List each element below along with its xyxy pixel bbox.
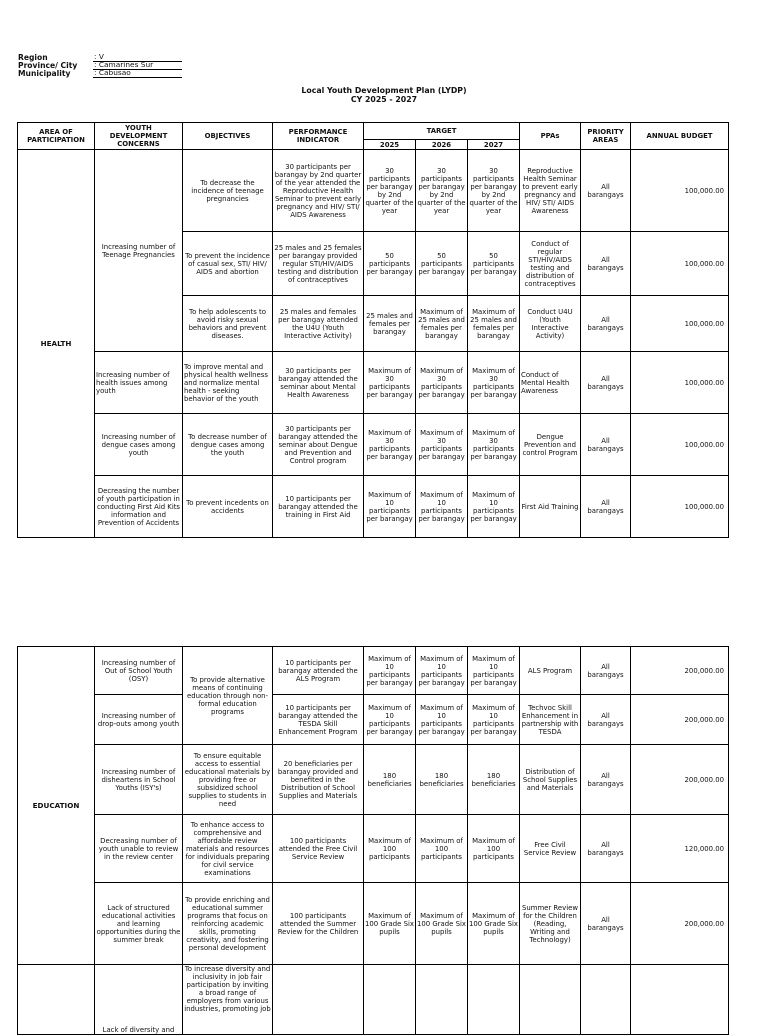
target-2026-cell: Maximum of 30 participants per barangay: [416, 414, 468, 476]
target-2025-cell: Maximum of 30 participants per barangay: [364, 414, 416, 476]
budget-cell: 100,000.00: [631, 476, 729, 538]
col-2026-header: 2026: [416, 140, 468, 150]
ppa-cell: Techvoc Skill Enhancement in partnership with TESDA: [520, 695, 581, 745]
indicator-cell: [273, 965, 364, 1035]
ppa-cell: Conduct of regular STI/HIV/AIDS testing and distribution of contraceptives: [520, 232, 581, 296]
budget-cell: 200,000.00: [631, 883, 729, 965]
objective-cell: To enhance access to comprehensive and affordable review materials and resources for individuals preparing for civil service examinations: [183, 815, 273, 883]
indicator-cell: 10 participants per barangay attended the training in First Aid: [273, 476, 364, 538]
budget-cell: [631, 965, 729, 1035]
target-2026-cell: Maximum of 10 participants per barangay: [416, 476, 468, 538]
target-2027-cell: Maximum of 25 males and females per barangay: [468, 296, 520, 352]
priority-cell: All barangays: [581, 745, 631, 815]
priority-cell: All barangays: [581, 296, 631, 352]
target-2026-cell: [416, 965, 468, 1035]
target-2025-cell: Maximum of 100 Grade Six pupils: [364, 883, 416, 965]
objective-cell: To prevent the incidence of casual sex, STI/ HIV/ AIDS and abortion: [183, 232, 273, 296]
area-cell-empty: [18, 965, 95, 1035]
objective-cell: To ensure equitable access to essential educational materials by providing free or subsidized school supplies to students in need: [183, 745, 273, 815]
target-2025-cell: Maximum of 10 participants per barangay: [364, 647, 416, 695]
target-2026-cell: Maximum of 100 Grade Six pupils: [416, 883, 468, 965]
concern-cell: Lack of diversity and: [95, 965, 183, 1035]
table-row: [18, 647, 729, 695]
target-2025-cell: Maximum of 10 participants per barangay: [364, 476, 416, 538]
concern-cell: Increasing number of disheartens in School Youths (ISY's): [95, 745, 183, 815]
budget-cell: 100,000.00: [631, 150, 729, 232]
concern-cell: Increasing number of Teenage Pregnancies: [95, 150, 183, 352]
target-2027-cell: Maximum of 10 participants per barangay: [468, 476, 520, 538]
table-row: [18, 745, 729, 815]
target-2026-cell: Maximum of 25 males and females per barangay: [416, 296, 468, 352]
target-2025-cell: Maximum of 100 participants: [364, 815, 416, 883]
region-label: Region: [18, 53, 48, 62]
ppa-cell: Distribution of School Supplies and Materials: [520, 745, 581, 815]
objective-cell: To help adolescents to avoid risky sexual behaviors and prevent diseases.: [183, 296, 273, 352]
target-2025-cell: 25 males and females per barangay: [364, 296, 416, 352]
concern-cell: Lack of structured educational activities and learning opportunities during the summer break: [95, 883, 183, 965]
concern-cell: Decreasing the number of youth participation in conducting First Aid Kits information and Prevention of Accidents: [95, 476, 183, 538]
table-row: [18, 965, 729, 1035]
indicator-cell: 100 participants attended the Free Civil Service Review: [273, 815, 364, 883]
objective-cell: To prevent incedents on accidents: [183, 476, 273, 538]
priority-cell: All barangays: [581, 476, 631, 538]
target-2027-cell: Maximum of 30 participants per barangay: [468, 352, 520, 414]
ppa-cell: First Aid Training: [520, 476, 581, 538]
indicator-cell: 100 participants attended the Summer Review for the Children: [273, 883, 364, 965]
document-subtitle: CY 2025 - 2027: [350, 95, 418, 104]
target-2027-cell: Maximum of 100 participants: [468, 815, 520, 883]
indicator-cell: 25 males and 25 females per barangay provided regular STI/HIV/AIDS testing and distribution of contraceptives: [273, 232, 364, 296]
concern-cell: Decreasing number of youth unable to review in the review center: [95, 815, 183, 883]
indicator-cell: 30 participants per barangay attended the seminar about Dengue and Prevention and Control program: [273, 414, 364, 476]
table-row: [18, 476, 729, 538]
province-label: Province/ City: [18, 61, 78, 70]
priority-cell: All barangays: [581, 150, 631, 232]
priority-cell: [581, 965, 631, 1035]
municipality-value: : Cabusao: [93, 68, 182, 78]
concern-cell: Increasing number of health issues among youth: [95, 352, 183, 414]
ppa-cell: Summer Review for the Children (Reading, Writing and Technology): [520, 883, 581, 965]
col-budget-header: ANNUAL BUDGET: [631, 123, 729, 150]
table-row: [18, 150, 729, 232]
target-2027-cell: [468, 965, 520, 1035]
table-row: [18, 883, 729, 965]
objective-cell: To provide enriching and educational summer programs that focus on reinforcing academic skills, promoting creativity, and fostering personal development: [183, 883, 273, 965]
target-2026-cell: Maximum of 100 participants: [416, 815, 468, 883]
priority-cell: All barangays: [581, 815, 631, 883]
ppa-cell: Dengue Prevention and control Program: [520, 414, 581, 476]
col-priority-header: PRIORITY AREAS: [581, 123, 631, 150]
col-concerns-header: YOUTH DEVELOPMENT CONCERNS: [95, 123, 183, 150]
area-health: HEALTH: [18, 150, 95, 538]
region-value: : V: [93, 52, 182, 62]
indicator-cell: 30 participants per barangay by 2nd quarter of the year attended the Reproductive Health Seminar to prevent early pregnancy and HIV/ STI/ AIDS Awareness: [273, 150, 364, 232]
target-2027-cell: Maximum of 10 participants per barangay: [468, 695, 520, 745]
province-value: : Camarines Sur: [93, 60, 182, 70]
target-2027-cell: Maximum of 100 Grade Six pupils: [468, 883, 520, 965]
target-2026-cell: 180 beneficiaries: [416, 745, 468, 815]
col-2025-header: 2025: [364, 140, 416, 150]
objective-cell: To improve mental and physical health wellness and normalize mental health - seeking behavior of the youth: [183, 352, 273, 414]
priority-cell: All barangays: [581, 647, 631, 695]
table-row: [18, 414, 729, 476]
budget-cell: 100,000.00: [631, 296, 729, 352]
target-2025-cell: 180 beneficiaries: [364, 745, 416, 815]
budget-cell: 200,000.00: [631, 695, 729, 745]
target-2026-cell: Maximum of 10 participants per barangay: [416, 695, 468, 745]
budget-cell: 100,000.00: [631, 352, 729, 414]
target-2027-cell: 30 participants per barangay by 2nd quarter of the year: [468, 150, 520, 232]
ppa-cell: ALS Program: [520, 647, 581, 695]
objective-cell: To increase diversity and inclusivity in job fair participation by inviting a broad range of employers from various industries, promoting job: [183, 965, 273, 1035]
table-row: [18, 352, 729, 414]
target-2027-cell: 50 participants per barangay: [468, 232, 520, 296]
indicator-cell: 10 participants per barangay attended the ALS Program: [273, 647, 364, 695]
target-2026-cell: 50 participants per barangay: [416, 232, 468, 296]
budget-cell: 100,000.00: [631, 232, 729, 296]
ppa-cell: Free Civil Service Review: [520, 815, 581, 883]
col-target-header: TARGET: [364, 123, 520, 140]
target-2025-cell: Maximum of 10 participants per barangay: [364, 695, 416, 745]
priority-cell: All barangays: [581, 414, 631, 476]
col-area-header: AREA OF PARTICIPATION: [18, 123, 95, 150]
area-education: EDUCATION: [18, 647, 95, 965]
target-2025-cell: [364, 965, 416, 1035]
budget-cell: 200,000.00: [631, 745, 729, 815]
budget-cell: 120,000.00: [631, 815, 729, 883]
objective-cell: To decrease number of dengue cases among the youth: [183, 414, 273, 476]
document-title: Local Youth Development Plan (LYDP): [301, 86, 467, 95]
ppa-cell: Conduct U4U (Youth Interactive Activity): [520, 296, 581, 352]
ppa-cell: Conduct of Mental Health Awareness: [520, 352, 581, 414]
table-row: [18, 815, 729, 883]
indicator-cell: 20 beneficiaries per barangay provided and benefited in the Distribution of School Supplies and Materials: [273, 745, 364, 815]
table-row: [18, 695, 729, 745]
indicator-cell: 30 participants per barangay attended the seminar about Mental Health Awareness: [273, 352, 364, 414]
priority-cell: All barangays: [581, 232, 631, 296]
target-2026-cell: Maximum of 30 participants per barangay: [416, 352, 468, 414]
health-table: [17, 122, 729, 538]
target-2025-cell: 50 participants per barangay: [364, 232, 416, 296]
concern-cell: Increasing number of Out of School Youth (OSY): [95, 647, 183, 695]
target-2027-cell: Maximum of 10 participants per barangay: [468, 647, 520, 695]
municipality-label: Municipality: [18, 69, 71, 78]
budget-cell: 200,000.00: [631, 647, 729, 695]
target-2027-cell: 180 beneficiaries: [468, 745, 520, 815]
objective-cell: To provide alternative means of continuing education through non-formal education programs: [183, 647, 273, 745]
concern-cell: Increasing number of drop-outs among youth: [95, 695, 183, 745]
col-objectives-header: OBJECTIVES: [183, 123, 273, 150]
ppa-cell: Reproductive Health Seminar to prevent early pregnancy and HIV/ STI/ AIDS Awareness: [520, 150, 581, 232]
concern-cell: Increasing number of dengue cases among youth: [95, 414, 183, 476]
indicator-cell: 25 males and females per barangay attended the U4U (Youth Interactive Activity): [273, 296, 364, 352]
objective-cell: To decrease the incidence of teenage pregnancies: [183, 150, 273, 232]
priority-cell: All barangays: [581, 883, 631, 965]
priority-cell: All barangays: [581, 352, 631, 414]
target-2027-cell: Maximum of 30 participants per barangay: [468, 414, 520, 476]
priority-cell: All barangays: [581, 695, 631, 745]
target-2026-cell: Maximum of 10 participants per barangay: [416, 647, 468, 695]
target-2026-cell: 30 participants per barangay by 2nd quarter of the year: [416, 150, 468, 232]
target-2025-cell: 30 participants per barangay by 2nd quarter of the year: [364, 150, 416, 232]
target-2025-cell: Maximum of 30 participants per barangay: [364, 352, 416, 414]
education-table: [17, 646, 729, 1035]
indicator-cell: 10 participants per barangay attended the TESDA Skill Enhancement Program: [273, 695, 364, 745]
col-indicator-header: PERFORMANCE INDICATOR: [273, 123, 364, 150]
col-2027-header: 2027: [468, 140, 520, 150]
budget-cell: 100,000.00: [631, 414, 729, 476]
col-ppas-header: PPAs: [520, 123, 581, 150]
ppa-cell: [520, 965, 581, 1035]
